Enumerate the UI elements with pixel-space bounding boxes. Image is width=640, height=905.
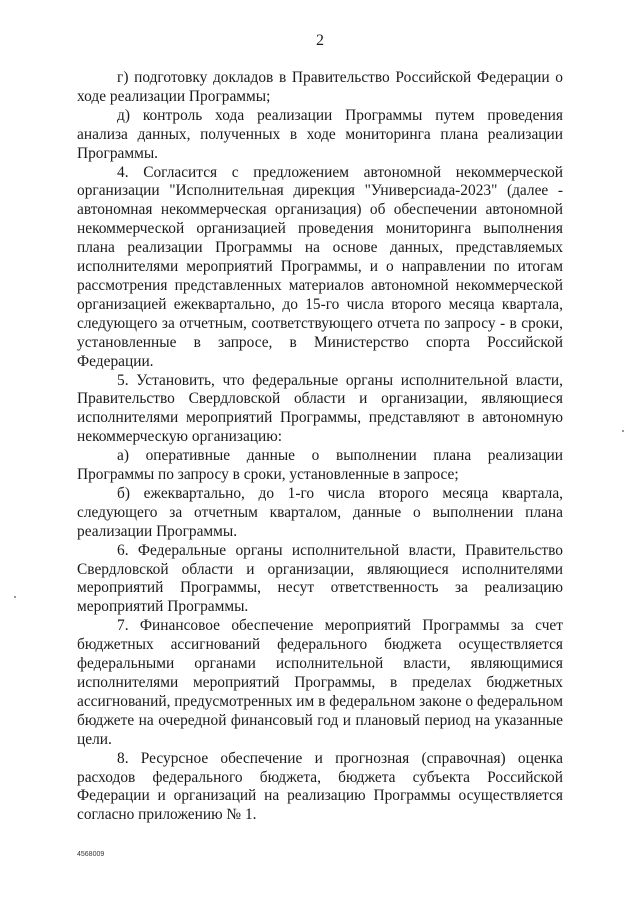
paragraph-4: 4. Согласится с предложением автономной некоммерческой организации "Исполнительная дирекция "Универсиада-2023" (далее - автономная некоммерческая организация) об обеспечении автономной некоммерческой организацией проведения мониторинга выполнения плана реализации Программы на основе данных, представляемых исполнителями мероприятий Программы, и о направлении по итогам рассмотрения представленных материалов автономной некоммерческой организацией ежеквартально, до 15-го числа второго месяца квартала, следующего за отчетным, соответствующего отчета по запросу - в сроки, установленные в запросе, в Министерство спорта Российской Федерации. xyxy=(77,163,563,370)
scan-speck xyxy=(622,430,624,432)
document-code: 4568009 xyxy=(77,851,105,858)
paragraph-d: д) контроль хода реализации Программы путем проведения анализа данных, полученных в ходе мониторинга плана реализации Программы. xyxy=(77,106,563,162)
paragraph-8: 8. Ресурсное обеспечение и прогнозная (справочная) оценка расходов федерального бюджета, бюджета субъекта Российской Федерации и организаций на реализацию Программы осуществляется согласно приложению № 1. xyxy=(77,749,563,824)
paragraph-5b: б) ежеквартально, до 1-го числа второго месяца квартала, следующего за отчетным кварталом, данные о выполнении плана реализации Программы. xyxy=(77,484,563,540)
paragraph-5: 5. Установить, что федеральные органы исполнительной власти, Правительство Свердловской области и организации, являющиеся исполнителями мероприятий Программы, представляют в автономную некоммерческую организацию: xyxy=(77,371,563,446)
page-number: 2 xyxy=(316,32,324,49)
paragraph-6: 6. Федеральные органы исполнительной власти, Правительство Свердловской области и организации, являющиеся исполнителями мероприятий Программы, несут ответственность за реализацию мероприятий Программы. xyxy=(77,541,563,616)
paragraph-5a: а) оперативные данные о выполнении плана реализации Программы по запросу в сроки, установленные в запросе; xyxy=(77,447,563,484)
paragraph-g: г) подготовку докладов в Правительство Российской Федерации о ходе реализации Программы; xyxy=(77,69,563,105)
paragraph-7: 7. Финансовое обеспечение мероприятий Программы за счет бюджетных ассигнований федерального бюджета осуществляется федеральными органами исполнительной власти, являющимися исполнителями мероприятий Программы, в пределах бюджетных ассигнований, предусмотренных им в федеральном законе о федеральном бюджете на очередной финансовый год и плановый период на указанные цели. xyxy=(77,617,563,748)
scan-speck xyxy=(14,596,16,598)
document-body xyxy=(77,69,563,825)
